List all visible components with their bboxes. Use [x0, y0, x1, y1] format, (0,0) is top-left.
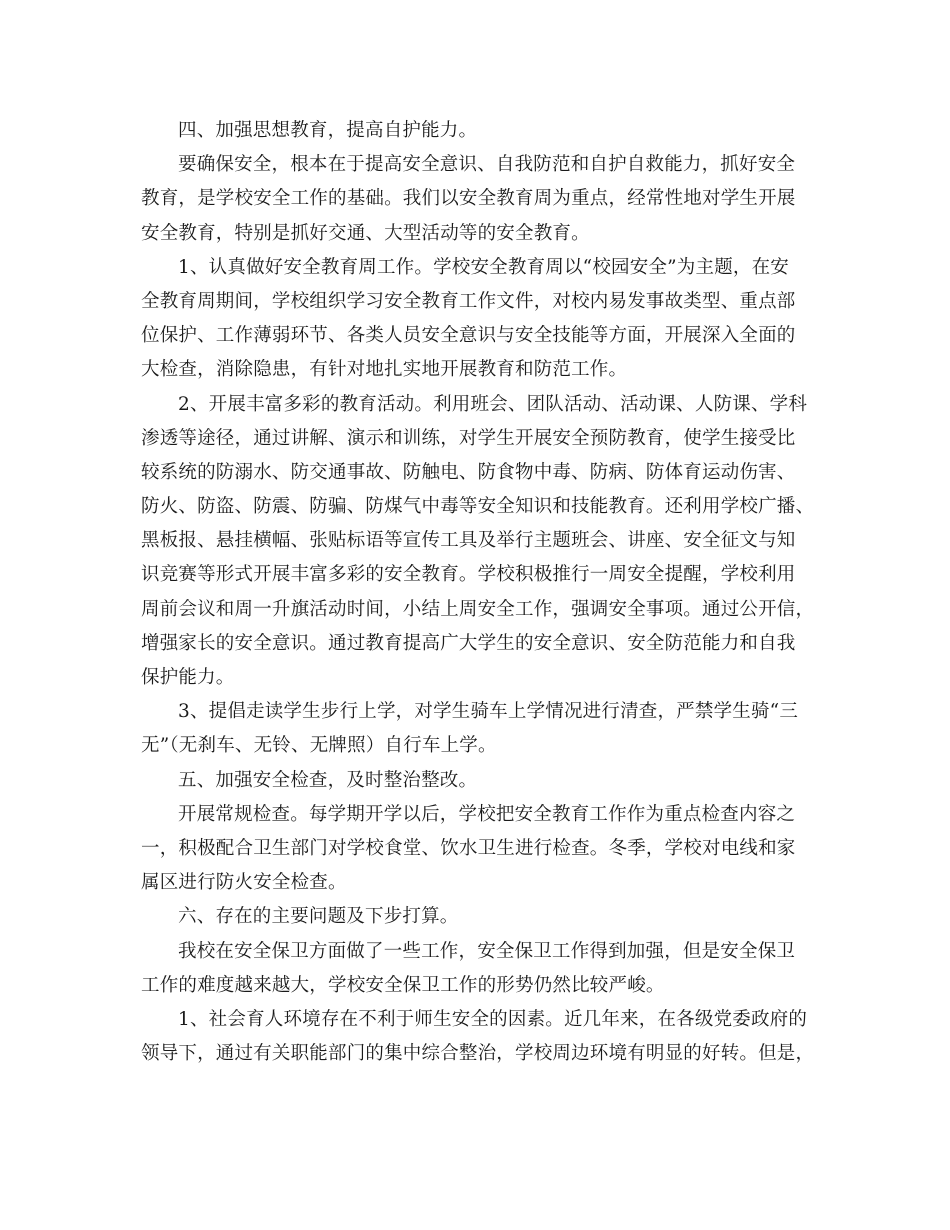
text-line: 增强家长的安全意识。通过教育提高广大学生的安全意识、安全防范能力和自我: [141, 632, 796, 654]
section-heading: 六、存在的主要问题及下步打算。: [178, 906, 459, 928]
text-line: 要确保安全，根本在于提高安全意识、自我防范和自护自救能力，抓好安全: [178, 154, 796, 176]
text-line: 我校在安全保卫方面做了一些工作，安全保卫工作得到加强，但是安全保卫: [178, 940, 796, 962]
text-line: 保护能力。: [141, 667, 235, 688]
text-line: 属区进行防火安全检查。: [141, 872, 347, 894]
text-line: 渗透等途径，通过讲解、演示和训练，对学生开展安全预防教育，使学生接受比: [141, 427, 796, 449]
text-line: 位保护、工作薄弱环节、各类人员安全意识与安全技能等方面，开展深入全面的: [141, 325, 796, 347]
text-line: 较系统的防溺水、防交通事故、防触电、防食物中毒、防病、防体育运动伤害、: [141, 461, 796, 483]
text-line: 领导下，通过有关职能部门的集中综合整治，学校周边环境有明显的好转。但是，: [141, 1043, 815, 1065]
section-heading: 四、加强思想教育，提高自护能力。: [178, 120, 478, 141]
text-line: 3、提倡走读学生步行上学，对学生骑车上学情况进行清查，严禁学生骑“三: [178, 701, 799, 723]
text-line: 工作的难度越来越大，学校安全保卫工作的形势仍然比较严峻。: [141, 974, 665, 996]
text-line: 大检查，消除隐患，有针对地扎实地开展教育和防范工作。: [141, 359, 628, 381]
text-line: 防火、防盗、防震、防骗、防煤气中毒等安全知识和技能教育。还利用学校广播、: [141, 496, 815, 518]
text-line: 教育，是学校安全工作的基础。我们以安全教育周为重点，经常性地对学生开展: [141, 188, 796, 210]
text-line: 全教育周期间，学校组织学习安全教育工作文件，对校内易发事故类型、重点部: [141, 290, 796, 312]
text-line: 周前会议和周一升旗活动时间，小结上周安全工作，强调安全事项。通过公开信，: [141, 598, 815, 620]
text-line: 2、开展丰富多彩的教育活动。利用班会、团队活动、活动课、人防课、学科: [178, 393, 808, 415]
text-line: 黑板报、悬挂横幅、张贴标语等宣传工具及举行主题班会、讲座、安全征文与知: [141, 530, 796, 552]
text-line: 开展常规检查。每学期开学以后，学校把安全教育工作作为重点检查内容之: [178, 803, 796, 825]
text-line: 一，积极配合卫生部门对学校食堂、饮水卫生进行检查。冬季，学校对电线和家: [141, 837, 796, 859]
section-heading: 五、加强安全检查，及时整治整改。: [178, 769, 478, 791]
text-line: 识竞赛等形式开展丰富多彩的安全教育。学校积极推行一周安全提醒，学校利用: [141, 564, 796, 586]
text-line: 1、社会育人环境存在不利于师生安全的因素。近几年来，在各级党委政府的: [178, 1008, 808, 1030]
text-line: 安全教育，特别是抓好交通、大型活动等的安全教育。: [141, 222, 590, 244]
text-line: 1、认真做好安全教育周工作。学校安全教育周以“校园安全”为主题，在安: [178, 256, 789, 278]
text-line: 无”（无刹车、无铃、无牌照）自行车上学。: [141, 735, 497, 757]
